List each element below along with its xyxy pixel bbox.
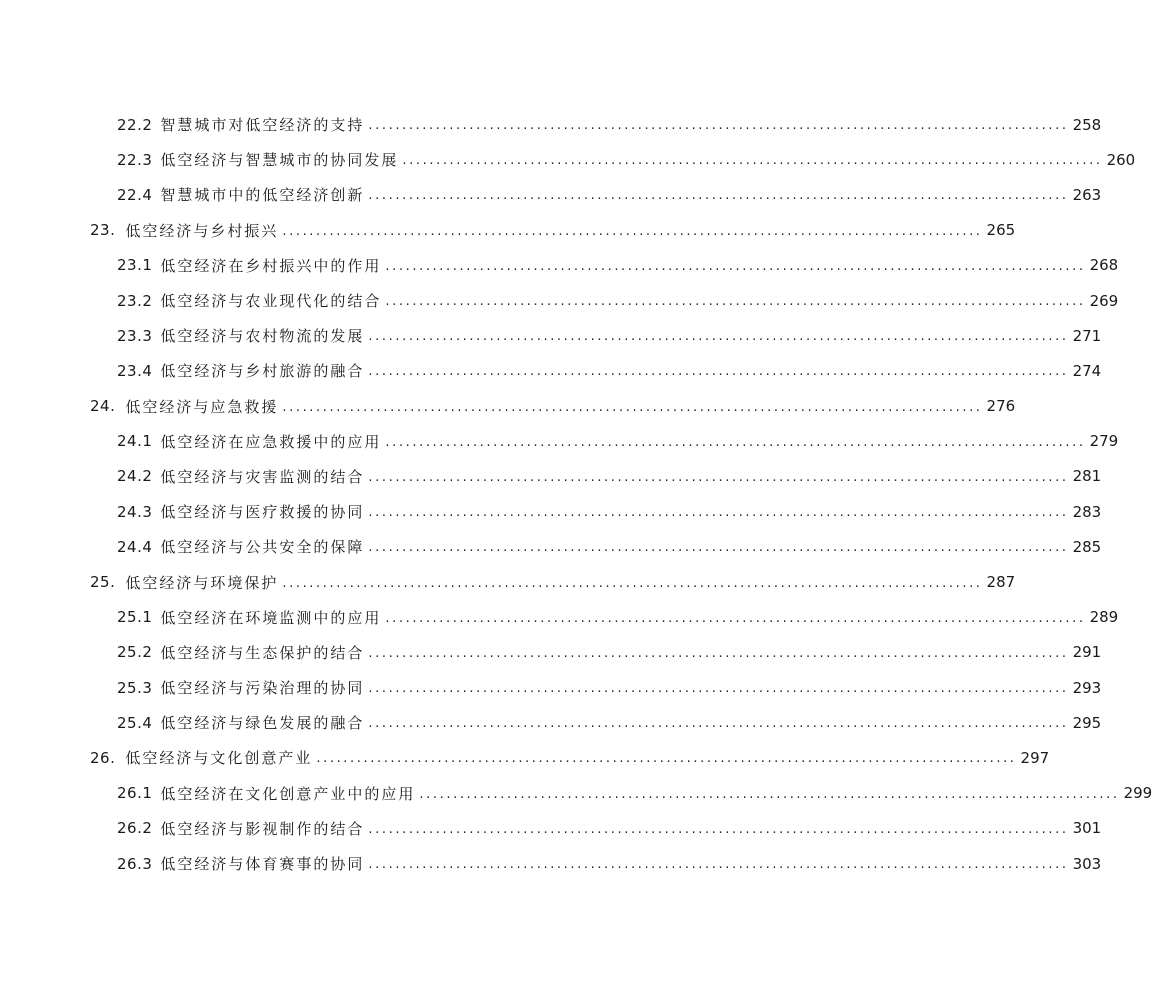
toc-dot-leader: ........................................................................................................ xyxy=(282,575,983,591)
toc-entry-title: 低空经济在环境监测中的应用 xyxy=(160,608,382,627)
toc-entry-title: 低空经济在乡村振兴中的作用 xyxy=(160,256,382,275)
toc-entry-page: 287 xyxy=(986,573,1016,592)
toc-chapter-entry[interactable] xyxy=(0,564,1016,599)
toc-entry-page: 271 xyxy=(1072,326,1102,345)
toc-dot-leader: ........................................................................................................ xyxy=(385,294,1086,310)
toc-entry-number: 23. xyxy=(90,221,116,240)
toc-chapter-entry[interactable] xyxy=(0,740,1050,775)
toc-entry-number: 24.4 xyxy=(117,537,153,556)
toc-entry-number: 25.2 xyxy=(117,643,153,662)
toc-entry-title: 低空经济与影视制作的结合 xyxy=(160,819,365,838)
toc-entry[interactable] xyxy=(0,635,1102,670)
toc-entry-number: 25. xyxy=(90,573,116,592)
toc-entry-page: 258 xyxy=(1072,115,1102,134)
toc-entry-title: 低空经济与污染治理的协同 xyxy=(160,679,365,698)
toc-entry-title: 低空经济与体育赛事的协同 xyxy=(160,855,365,874)
toc-entry-title: 低空经济与农村物流的发展 xyxy=(160,327,365,346)
toc-dot-leader: ........................................................................................................ xyxy=(368,645,1069,661)
toc-entry-title: 低空经济与灾害监测的结合 xyxy=(160,467,365,486)
toc-entry-page: 269 xyxy=(1089,291,1119,310)
toc-entry[interactable] xyxy=(0,776,1152,811)
toc-dot-leader: ........................................................................................................ xyxy=(368,821,1069,837)
toc-entry-page: 279 xyxy=(1089,432,1119,451)
toc-entry-page: 293 xyxy=(1072,678,1102,697)
toc-entry[interactable] xyxy=(0,107,1102,142)
toc-entry[interactable] xyxy=(0,424,1119,459)
toc-entry[interactable] xyxy=(0,177,1102,212)
toc-entry-title: 低空经济与绿色发展的融合 xyxy=(160,714,365,733)
toc-dot-leader: ........................................................................................................ xyxy=(368,716,1069,732)
toc-entry-number: 22.3 xyxy=(117,150,153,169)
toc-entry-page: 301 xyxy=(1072,819,1102,838)
toc-entry-page: 268 xyxy=(1089,256,1119,275)
toc-entry-number: 25.4 xyxy=(117,713,153,732)
toc-entry[interactable] xyxy=(0,670,1102,705)
toc-entry-title: 低空经济与应急救援 xyxy=(125,397,279,416)
toc-entry-number: 26.1 xyxy=(117,784,153,803)
table-of-contents xyxy=(0,107,1152,881)
toc-entry-number: 26.2 xyxy=(117,819,153,838)
toc-entry-title: 低空经济与乡村旅游的融合 xyxy=(160,362,365,381)
toc-dot-leader: ........................................................................................................ xyxy=(368,364,1069,380)
toc-entry[interactable] xyxy=(0,459,1102,494)
toc-dot-leader: ........................................................................................................ xyxy=(368,681,1069,697)
toc-dot-leader: ........................................................................................................ xyxy=(282,223,983,239)
toc-chapter-entry[interactable] xyxy=(0,213,1016,248)
toc-entry-number: 23.1 xyxy=(117,256,153,275)
toc-entry-page: 283 xyxy=(1072,502,1102,521)
toc-entry[interactable] xyxy=(0,318,1102,353)
toc-entry[interactable] xyxy=(0,600,1119,635)
toc-entry-title: 智慧城市中的低空经济创新 xyxy=(160,186,365,205)
toc-entry[interactable] xyxy=(0,529,1102,564)
toc-entry[interactable] xyxy=(0,811,1102,846)
toc-entry-page: 285 xyxy=(1072,537,1102,556)
toc-entry-title: 低空经济在应急救援中的应用 xyxy=(160,432,382,451)
toc-entry-number: 23.2 xyxy=(117,291,153,310)
toc-entry-number: 24.2 xyxy=(117,467,153,486)
toc-entry-page: 291 xyxy=(1072,643,1102,662)
toc-entry-page: 274 xyxy=(1072,361,1102,380)
toc-dot-leader: ........................................................................................................ xyxy=(368,118,1069,134)
toc-entry-number: 24.3 xyxy=(117,502,153,521)
toc-entry-page: 276 xyxy=(986,397,1016,416)
toc-entry-number: 26. xyxy=(90,748,116,767)
toc-entry-page: 299 xyxy=(1123,784,1152,803)
toc-entry-title: 低空经济在文化创意产业中的应用 xyxy=(160,784,416,803)
toc-entry-title: 低空经济与公共安全的保障 xyxy=(160,538,365,557)
toc-dot-leader: ........................................................................................................ xyxy=(368,540,1069,556)
toc-dot-leader: ........................................................................................................ xyxy=(402,153,1103,169)
toc-entry-page: 295 xyxy=(1072,713,1102,732)
toc-dot-leader: ........................................................................................................ xyxy=(385,434,1086,450)
toc-entry-number: 25.1 xyxy=(117,608,153,627)
toc-dot-leader: ........................................................................................................ xyxy=(368,505,1069,521)
toc-entry[interactable] xyxy=(0,705,1102,740)
toc-entry-title: 低空经济与医疗救援的协同 xyxy=(160,503,365,522)
toc-entry[interactable] xyxy=(0,248,1119,283)
toc-entry-page: 303 xyxy=(1072,854,1102,873)
toc-entry-title: 低空经济与文化创意产业 xyxy=(125,749,313,768)
toc-entry-title: 低空经济与智慧城市的协同发展 xyxy=(160,151,399,170)
toc-entry-page: 263 xyxy=(1072,185,1102,204)
toc-entry-page: 281 xyxy=(1072,467,1102,486)
toc-entry-page: 297 xyxy=(1020,748,1050,767)
toc-entry-page: 289 xyxy=(1089,608,1119,627)
toc-entry[interactable] xyxy=(0,846,1102,881)
toc-entry[interactable] xyxy=(0,353,1102,388)
toc-entry-page: 260 xyxy=(1106,150,1136,169)
toc-chapter-entry[interactable] xyxy=(0,389,1016,424)
toc-entry-number: 24.1 xyxy=(117,432,153,451)
toc-dot-leader: ........................................................................................................ xyxy=(368,469,1069,485)
toc-dot-leader: ........................................................................................................ xyxy=(419,786,1120,802)
toc-entry-number: 22.2 xyxy=(117,115,153,134)
toc-dot-leader: ........................................................................................................ xyxy=(282,399,983,415)
toc-entry-title: 低空经济与环境保护 xyxy=(125,573,279,592)
toc-dot-leader: ........................................................................................................ xyxy=(385,610,1086,626)
toc-entry-title: 智慧城市对低空经济的支持 xyxy=(160,116,365,135)
toc-entry-number: 23.3 xyxy=(117,326,153,345)
toc-entry[interactable] xyxy=(0,283,1119,318)
toc-dot-leader: ........................................................................................................ xyxy=(385,258,1086,274)
toc-entry-number: 26.3 xyxy=(117,854,153,873)
toc-dot-leader: ........................................................................................................ xyxy=(368,857,1069,873)
toc-entry-number: 25.3 xyxy=(117,678,153,697)
toc-entry[interactable] xyxy=(0,142,1136,177)
toc-entry-page: 265 xyxy=(986,221,1016,240)
toc-dot-leader: ........................................................................................................ xyxy=(316,751,1017,767)
toc-dot-leader: ........................................................................................................ xyxy=(368,188,1069,204)
toc-entry-title: 低空经济与乡村振兴 xyxy=(125,221,279,240)
toc-entry-number: 22.4 xyxy=(117,185,153,204)
toc-dot-leader: ........................................................................................................ xyxy=(368,329,1069,345)
toc-entry-title: 低空经济与生态保护的结合 xyxy=(160,643,365,662)
toc-entry-number: 24. xyxy=(90,397,116,416)
toc-entry[interactable] xyxy=(0,494,1102,529)
toc-entry-title: 低空经济与农业现代化的结合 xyxy=(160,292,382,311)
toc-entry-number: 23.4 xyxy=(117,361,153,380)
